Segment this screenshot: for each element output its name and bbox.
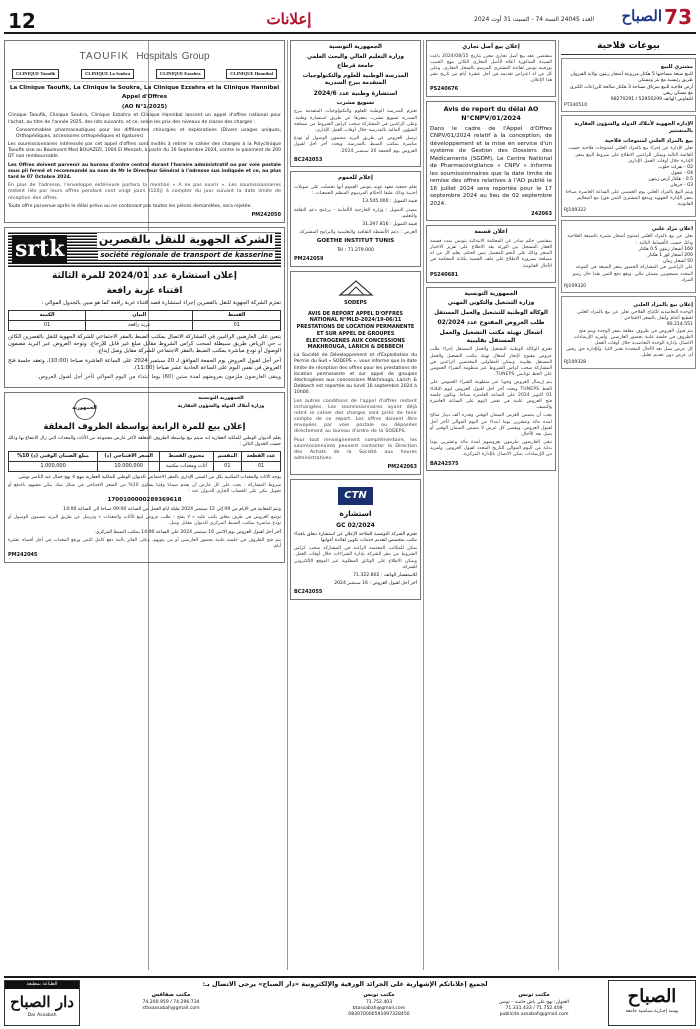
table-cell: 1.000,000 [9,462,98,472]
ad-body: يتعين على العارضين الراغبين في المشاركة الاتصال بمكتب الضبط بالمقر الاجتماعي للشركة الجهوية للنقل بالقصرين الكائن بـ حي الرياض طريق سبيطلة لسحب كراس الشروط مقابل مبلغ غير قابل للإرجاع. وتوجه العروض عبر البريد مضمون الوصول أو تودع مباشرة بمكتب الضبط بالمقر الاجتماعي للشركة مقابل وصل إيداع. [8,333,281,355]
table-cell: 01 [242,462,281,472]
ad-tender-object: اشغال تهيئة مكتب التشغيل والعمل المستقل بقليبية [439,329,543,345]
table-header: القسط [193,311,281,321]
auction-price: 90.214.551 [666,322,693,328]
srtk-arabic-name: الشركة الجهوية للنقل بالقصرين [98,232,273,246]
ad-tender-number: 2024/GC 02 [336,521,375,529]
table-cell: أثاث ومعدات مكتبية [160,462,213,472]
clinic-logos [8,67,281,82]
section-title: إعلانات [266,10,312,28]
ad-partition: اعلان قسمة بمقتضى حكم صادر عن المحكمة الابتدائية بتونس تمت قسمة العقار المسجل بين الورثة بعد الاطلاع على تقرير الاختبار المنجز وذلك على النحو المفصل بنص الحكم. يعلم كل من له مصلحة بضرورة الاطلاع على ملف القضية بكتابة المحكمة في الآجال القانونية. PS240681 [426,225,556,282]
footer-bureau-office [304,992,454,1019]
auction-item: 04 - عجول [671,171,693,177]
ad-ref: BC242053 [294,156,323,163]
srtk-logo [8,231,281,267]
ad-ref: PM242045 [8,552,38,559]
funding-amount: 31.297.816 [362,221,389,227]
footer-logo-word: الصباح [627,986,677,1007]
office-address: العنوان: نهج علي باش حامبة – تونس [499,999,569,1005]
auction-item: 200 أشجار لوز 1 هكتار [647,252,693,258]
ad-intro: يعلم الديوان الوطني للملكية العقارية انه سيتم بيع بواسطة الظروف المغلقة لأكثر عارض مجموعة من الأثاث والمعدات التي زال الانتفاع بها وذلك حسب الجدول التالي : [8,436,281,448]
ad-ref: PS240676 [430,86,459,93]
clinic-logo: CLINIQUE Hannibal [226,69,277,79]
ad-ref: PM242059 [294,256,324,263]
footer-banner: لجميع إعلاناتكم الإشهارية على الجرائد الورقية والإلكترونية «دار الصباح» يرجى الاتصال بـ: [202,980,488,988]
footer-logo-subtitle: يومية إخبارية سياسية جامعة [625,1009,679,1015]
srtk-table [8,310,281,331]
table-cell: 01 [193,321,281,331]
bank-account: 1700100000289369618 [107,497,182,504]
seal-text: الجمهورية [72,405,97,412]
ad-title: إعلان استشارة عدد 2024/01 للمرة الثالثة [52,270,237,281]
ad-ref: PM242063 [387,464,417,471]
ad-header: وزارة أملاك الدولة والشؤون العقارية [177,404,265,410]
classified-item: للتفاوض الهاتف 52950299 / 98270291 [610,96,693,102]
ad-body: La Société de Développement et d'Exploitation du Permis du Sud « SODEPS », vous informe que la date limite de réception des offres pour les prestations de location permanente et sur appel de groupes électrogènes aux concessions Makhrouga, Larich & Debbech est reportée au lundi 16 septembre 2024 à 10h00. [294,353,417,396]
ad-ctn: CTN استشارة 2024/GC 02 تعتزم الشركة التونسية للملاحة الإعلان عن استشارة تتعلق باقتناء مكتب متخصص لتقديم خدمات تكوين لفائدة أعوانها يمكن للمكاتب المختصة الراغبة في المشاركة سحب كراس الشروط من مقر الشركة بإدارة الشراءات خلال أوقات العمل. ويمكن الاطلاع على الوثائق المطلوبة عبر الموقع الإلكتروني للشركة. للاستفسار الهاتف : 71.322.802 آخر أجل لقبول العروض : 16 سبتمبر 2024 BC242055 [290,479,421,600]
ad-title: AVIS DE REPORT APPEL D'OFFRES NATIONAL N°MLD-2024/19-06/11 PRESTATIONS DE LOCATION PERMANENTE ET SUR APPEL DE GROUPES ELECTROGENES AUX CONCESSIONS MAKHROUGA, LARICH & DEBBECH [296,310,415,351]
clinic-logo: CLINIQUE Taoufik [12,69,59,79]
table-cell: 10.000,000 [98,462,160,472]
ad-sodeps: SODEPS AVIS DE REPORT APPEL D'OFFRES NATIONAL N°MLD-2024/19-06/11 PRESTATIONS DE LOCATION PERMANENTE ET SUR APPEL DE GROUPES ELECTROGENES AUX CONCESSIONS MAKHROUGA, LARICH & DEBBECH La Société de Développement et d'Exploitation du Permis du Sud « SODEPS », vous informe que la date limite de réception des offres pour les prestations de location permanente et sur appel de groupes électrogènes aux concessions Makhrouga, Larich & Debbech est reportée au lundi 16 septembre 2024 à 10h00. Les autres conditions de l'appel d'offres restent inchangées. Les soumissionnaires ayant déjà retiré le cahier des charges sont priés de tenir compte de ce report. Les offres doivent être envoyées par voie postale ou déposées directement au bureau d'ordre de la SODEPS. Pour tout renseignement complémentaire, les soumissionnaires peuvent contacter la Direction des Achats de la Société aux heures administratives. PM242063 [290,271,421,475]
ad-ref: RJ109322 [564,208,587,214]
ad-ref: 242063 [531,210,552,217]
funding-amount: 13.545.000 [362,199,389,205]
issue-line: العدد 24045 السنة 74 - السبت 31 أوت 2024 [474,16,594,23]
institute-phone: 71.279.000 [347,247,374,253]
ad-header: المدرسة الوطنية للعلوم والتكنولوجيات المتقدمة ببرج السدرية [302,72,409,87]
ad-taoufik: TAOUFIK Hospitals Group CLINIQUE Taoufik CLINIQUE La Soukra CLINIQUE Ezzahra CLINIQUE Hannibal La Clinique Taoufik, La Clinique la Soukra, La Clinique Ezzahra et la Clinique Hannibal Appel d'Offres (AO N°1/2025) Clinique Taoufik, Clinique Soukra, Clinique Ezzahra et Clinique Hannibal lancent un appel d'offres national pour l'achat, au titre de l'année 2025, des lots suivants, et ce, selon les prix des niveaux de classe des charges : Consommables pharmaceutiques pour les différentes chirurgies et explorations (Divers usages uniques, Orthopédiques, accessoires orthopédiques et ligatures) Les soumissionnaires intéressés par cet appel d'offres sont invités à retirer le cahier des charges à la Polyclinique Taoufik sise au Boulevard Med BOUAZIZI, 1004 El Menzah, à partir du 16 Septembre 2024, contre le paiement de 200 DT non remboursable. Les Offres doivent parvenir au bureau d'ordre central durant l'horaire administratif ou par voie postale sous pli fermé et recommandé au nom de Mr le Directeur Général à l'adresse sus indiquée et ce, au plus tard le 07 Octobre 2024. En plus de l'adresse, l'enveloppe extérieure portera la mention « A ne pas ouvrir ». Les soumissionnaires restent liés par leurs offres pendant cent vingt jours (120j) à compter du jour suivant la date limite de réception des offres. Toute offre parvenue après le délai prévu ou ne contenant pas toutes les pièces demandées, sera rejetée. PM242050 [4,40,285,223]
ad-commercial-sale: إعلان بيع أصل تجاري بمقتضى عقد بيع أصل تجاري محرر بتاريخ 2024/08/15 باعت السيدة المذكورة أعلاه الأصل التجاري الكائن بنهج الحبيب بورقيبة تونس لفائدة المشتري المرسم بالسجل التجاري. وعلى كل من له اعتراض تقديمه في أجل عشرة أيام من تاريخ نشر هذا الإعلان. PS240676 [426,40,556,97]
srtk-letters: srtk [12,235,67,265]
ad-cnpv [426,101,556,221]
auction-ad: اعلان مزاد علني يعلن عن بيع بالمزاد العلني لمنتوج أشجار مثمرة بالضيعة الفلاحية وذلك حسب الأقساط التالية : 160 أشجار زيتون 0.5 هكتار 200 أشجار لوز 1 هكتار 50 أشجار رمان على الراغبين في المشاركة الحضور بمقر الضيعة في الموعد المحدد مصحوبين بضمان مالي. ويقع دفع الثمن نقدا حال رسو المزاد. RJ109320 [561,220,696,293]
ad-onpf: الجمهورية التونسية وزارة أملاك الدولة والشؤون العقارية الجمهورية إعلان بيع للمرة الرابعة بواسطة الظروف المغلقة يعلم الديوان الوطني للملكية العقارية انه سيتم بيع بواسطة الظروف المغلقة لأكثر عارض مجموعة من الأثاث والمعدات التي زال الانتفاع بها وذلك حسب الجدول التالي : عدد القطعة المقسم محتوى القسط السعر الافتتاحي (د) مبلغ الضمان الوقتي (د) 10% 01 01 أثاث ومعدات مكتبية 10.000,000 1.000,000 يوجه الأثاث والمعدات المكتبية بكل من المبنى الإداري بالمقر الاجتماعي للديوان الوطني للملكية العقارية بنهج 4 نهج جمال عبد الناصر تونس. شروط المشاركة : يجب على كل عارض أن يقدم ضمانا وقتيا يساوي 10% من السعر الافتتاحي في شكل صك بنكي مشهود بالدفع أو تحويل بنكي على الحساب الجاري للديوان عدد : 1700100000289369618 وتتم المعاينة في الايام من 09 إلى 12 سبتمبر 2024 طيلة ايام العمل من الساعة 09:00 صباحا الى الساعة 14:00. توضع العروض في ظرف مغلق يكتب عليه « لا يفتح - طلب عروض لبيع الأثاث والمعدات » وترسل عن طريق البريد مضمون الوصول أو تودع مباشرة بمكتب الضبط المركزي للديوان مقابل وصل. آخر أجل لقبول العروض يوم الاثنين 16 سبتمبر 2024 على الساعة 14:00 بمكتب الضبط المركزي. يتم فتح الظروف في جلسة علنية بحضور العارضين أو من ينوبهم. وعلى الفائز بالبتة دفع كامل الثمن ورفع المعدات في أجل أقصاه عشرة أيام. PM242045 [4,392,285,563]
auction-item: 02 - بقرات حلوب [658,164,693,170]
ad-ref: PT240510 [564,103,588,109]
ad-ref: PM242050 [251,211,281,218]
table-cell: عربة رافعة [86,321,193,331]
ad-tender-number: استشارة وطنية عدد 2024/6 [313,89,398,97]
masthead-number: 73 [664,5,692,29]
ad-ref: BA242575 [430,460,459,467]
office-phone[interactable]: 74.296.734 [173,999,200,1005]
page-footer [4,976,696,1026]
ad-header: الجمهورية التونسية [198,395,244,401]
ad-header: وزارة التعليم العالي والبحث العلمي [307,53,404,60]
office-email[interactable]: btassabah@gmail.com [352,1005,406,1011]
ad-deadline: Les Offres doivent parvenir au bureau d'ordre central durant l'horaire administratif ou par voie postale sous pli fermé et recommandé au nom de Mr le Directeur Général à l'adresse sus indiquée et ce, au plus tard le 07 Octobre 2024. [8,162,281,181]
auction-title: اعلان مزاد علني [651,226,693,233]
ad-srtk: srtk الشركة الجهوية للنقل بالقصرين société régionale de transport de kasserine إعلان استشارة عدد 2024/01 للمرة الثالثة اقتناء عربة رافعة تعتزم الشركة الجهوية للنقل بالقصرين إجراء استشارة قصد اقتناء عربة رافعة كما هو مبين بالجدول الموالي : القسط البيان الكمية 01 عربة رافعة 01 يتعين على العارضين الراغبين في المشاركة الاتصال بمكتب الضبط بالمقر الاجتماعي للشركة الجهوية للنقل بالقصرين الكائن بـ حي الرياض طريق سبيطلة لسحب كراس الشروط مقابل مبلغ غير قابل للإرجاع. وتوجه العروض عبر البريد مضمون الوصول أو تودع مباشرة بمكتب الضبط بالمقر الاجتماعي للشركة مقابل وصل إيداع. آخر أجل لقبول العروض يوم الجمعة الموافق لـ 20 سبتمبر 2024 على الساعة العاشرة صباحا (10:00)، وتعقد جلسة فتح العروض في نفس اليوم على الساعة الحادية عشر صباحا (11:00). ويبقى العارضون ملزمون بعروضهم لمدة ستين (60) يوما ابتداء من اليوم الموالي لآخر أجل لقبول العروض. [4,227,285,388]
clinic-logo: CLINIQUE La Soukra [81,69,134,79]
footer-logo-subtitle: Dar Assabah [27,1012,57,1018]
ad-body: يوجه الأثاث والمعدات المكتبية بكل من المبنى الإداري بالمقر الاجتماعي للديوان الوطني للملكية العقارية بنهج 4 نهج جمال عبد الناصر تونس. [17,474,281,480]
ad-body: تعتزم الشركة التونسية للملاحة الإعلان عن استشارة تتعلق باقتناء مكتب متخصص لتقديم خدمات تكوين لفائدة أعوانها [294,531,417,544]
auction-title: الإدارة الجهوية لأملاك الدولة والشؤون العقارية بالمنستير [574,121,693,135]
auction-item: 50 أشجار رمان [663,259,693,265]
ad-tender-object: تسويغ مشرب [336,99,375,106]
table-header: المقسم [213,452,241,462]
table-header: مبلغ الضمان الوقتي (د) 10% [9,452,98,462]
ad-title: La Clinique Taoufik, La Clinique la Soukra, La Clinique Ezzahra et la Clinique Hannibal [9,84,280,91]
office-phone[interactable]: 71.752.403 [365,999,393,1005]
classifieds-heading: بيوعات فلاحية [561,40,696,55]
ad-header: وزارة التشغيل والتكوين المهني [447,300,535,307]
classified-item: للبيع ضيعة مساحتها 5 هكتار مزروعة أشجار زيتون بولاية القيروان طريق رئيسية مع بئر ومسكن [570,72,693,84]
auction-item: 160 أشجار زيتون 0.5 هكتار [638,246,693,252]
table-header: عدد القطعة [242,452,281,462]
classified-ad [561,58,696,112]
middle-right-column [426,40,556,475]
page-number: 12 [8,9,36,33]
ad-ref: RJ109328 [564,359,587,365]
ad-ref: PS240681 [430,271,459,278]
office-phone[interactable]: 74.200.959 [142,999,169,1005]
ad-body: Toute offre parvenue après le délai prévu ou ne contenant pas toutes les pièces demandées, sera rejetée. [8,203,252,209]
ad-tender-number: طلب العروض المفتوح عدد 02/2024 [437,319,545,327]
ctn-logo [294,487,417,505]
table-header: السعر الافتتاحي (د) [98,452,160,462]
office-email[interactable]: publicite.assabah@gmail.com [499,1012,569,1018]
auction-ad: الإدارة الجهوية لأملاك الدولة والشؤون العقارية بالمنستير بيع بالمزاد العلني لمنتوجات فلاحية تعلن الإدارة عن إجراء بيع بالمزاد العلني لمنتوجات فلاحية حسب القائمة التالية ويمكن للراغبين الاطلاع على شروط البيع بمقر الإدارة خلال أوقات العمل الإداري. 02 - بقرات حلوب 04 - عجول 0.5 - هكتار أرض زيتون 03 - خرفان ويتم البيع بالمزاد العلني يوم الخميس على الساعة العاشرة صباحا بمقر الإدارة الجهوية ويدفع المشتري الثمن فورا مع المعاليم القانونية. RJ109322 [561,115,696,217]
ad-header: جامعة قرطاج [337,63,374,70]
left-column [4,40,285,567]
bank-account: 083070000591097328450 [348,1012,410,1018]
ad-subtitle: اقتناء عربة رافعة [106,285,183,296]
ad-title: إعلان بيع أصل تجاري [462,44,520,50]
table-row [9,462,281,472]
footer-sfax-office: مكتب صفاقس 74.296.734 / 74.200.959 sfaxassabah@gmail.com [142,992,200,1011]
taoufik-name: TAOUFIK [79,51,130,62]
footer-tunis-office: مكتب تونس العنوان: نهج علي باش حامبة – تونس 71.752.409 / 71.331.433 publicite.assabah@gmail.com [499,992,569,1018]
ad-tender-number: (AO N°1/2025) [121,103,168,110]
auction-title: إعلان بيع بالمزاد العلني [633,302,693,309]
ad-title: اعلان قسمة [474,229,508,236]
ministry-seal [74,398,96,420]
ad-ref: RJ109320 [564,283,587,289]
onpf-table [8,451,281,472]
ad-title: Avis de report du délai AO N°CNPV/01/2024 [443,105,539,122]
auction-ad: إعلان بيع بالمزاد العلني الوحدة التعاضدية للإنتاج الفلاحي تعلن عن بيع بالمزاد العلني لقطيع أغنام وأبقار بالسعر الافتتاحي : 90.214.551 يتم قبول العروض في ظروف مغلقة بمقر الوحدة ويتم فتح الظروف في جلسة علنية بحضور العارضين. ولمزيد الإرشادات الاتصال بإدارة الوحدة التعاضدية خلال أوقات العمل. كل عرض يصل بعد الآجال المحددة يعتبر لاغيا. وللإدارة حق رفض أي عرض دون تقديم تعليل. RJ109328 [561,296,696,369]
page-header [4,6,696,34]
ad-body: Dans le cadre de l'Appel d'Offres CNPV/01/2024 relatif à la conception, de développement et la mise en service d'un système de Gestion des Dossiers des Médicaments (SGDM), Le Centre National de Pharmacovigilance « CNPV » informe les soumissionnaires que la date limite de remise des offres relatives à l'AO publié le 16 juillet 2024 sera reportée pour le 17 septembre 2024 au lieu de 02 septembre 2024. [430,125,552,207]
clinic-logo: CLINIQUE Ezzahra [156,69,205,79]
group-word: Group [181,51,210,62]
auction-subtitle: بيع بالمزاد العلني لمنتوجات فلاحية [604,138,693,145]
office-title: مكتب صفاقس [151,992,191,998]
table-cell: 01 [9,321,86,331]
ad-intro: تعتزم الشركة الجهوية للنقل بالقصرين إجراء استشارة قصد اقتناء عربة رافعة كما هو مبين بالجدول الموالي : [41,299,281,306]
srtk-french-name: société régionale de transport de kasserine [100,250,273,259]
table-header: الكمية [9,311,86,321]
taoufik-logo [8,44,281,67]
footer-logo-left [4,980,80,1026]
office-email[interactable]: sfaxassabah@gmail.com [142,1005,200,1011]
ad-header: الوكالة الوطنية للتشغيل والعمل المستقل [434,309,548,316]
ad-body: Les soumissionnaires intéressés par cet appel d'offres sont invités à retirer le cahier des charges à la Polyclinique Taoufik sise au Boulevard Med BOUAZIZI, 1004 El Menzah, à partir du 16 Septembre 2024, contre le paiement de 200 DT non remboursable. [8,142,281,160]
ad-title: استشارة [339,508,372,518]
ad-lot: Consommables pharmaceutiques pour les différentes chirurgies et explorations (Divers usages uniques, Orthopédiques, accessoires orthopédiques et ligatures) [16,127,281,139]
office-title: مكتب تونس [518,992,550,998]
table-header: محتوى القسط [160,452,213,462]
footer-logo-right [608,980,696,1026]
hospitals-word: Hospitals [136,51,178,62]
office-title: مكتب تونس [363,992,395,998]
masthead-word: الصباح [621,7,662,25]
institute-name: GOETHE INSTITUT TUNIS [316,238,395,245]
table-cell: 01 [213,462,241,472]
ctn-logo-text: CTN [338,487,373,505]
ctn-phone: 71.322.802 [353,573,380,578]
classifieds-column [561,40,696,372]
table-header: البيان [86,311,193,321]
ad-title: إعلان بيع للمرة الرابعة بواسطة الظروف المغلقة [43,421,246,432]
ad-header: الجمهورية التونسية [464,290,518,297]
ctn-deadline: 16 سبتمبر 2024 [334,581,368,587]
ad-title: إعلام للعموم [338,175,373,182]
classified-intro: مشتري للبيع [660,64,693,71]
auction-item: 03 - خرفان [670,183,693,189]
ad-public-notice: إعلام للعموم تعلم جمعية معهد غوته بتونس العموم أنها تحصلت على تمويلات أجنبية وذلك طبقا لأحكام المرسوم المنظم للجمعيات : قيمة التمويل : 13.545.000 مصدر التمويل : وزارة الخارجية الألمانية - برنامج دعم الثقافة والتعليم. قيمة التمويل : 31.297.816 الغرض : دعم الأنشطة الثقافية والتعليمية والبرامج المشتركة. GOETHE INSTITUT TUNIS Tél : 71.279.000 PM242059 [290,171,421,266]
footer-logo-word: دار الصباح [10,993,74,1012]
ad-anetı: الجمهورية التونسية وزارة التشغيل والتكوين المهني الوكالة الوطنية للتشغيل والعمل المستقل طلب العروض المفتوح عدد 02/2024 اشغال تهيئة مكتب التشغيل والعمل المستقل بقليبية تعتزم الوكالة الوطنية للتشغيل والعمل المستقل إجراء طلب عروض مفتوح لإنجاز أشغال تهيئة مكتب التشغيل والعمل المستقل بقليبية. ويمكن للمقاولين المختصين الراغبين في المشاركة سحب كراس الشروط عبر منظومة الشراء العمومي على الخط تونابس TUNEPS. يتم إرسال العروض وجوبا عبر منظومة الشراء العمومي على الخط TUNEPS ويحدد آخر أجل لقبول العروض ليوم الثلاثاء 01 أكتوبر 2024 على الساعة العاشرة صباحا. وتكون جلسة فتح العروض علنية في نفس اليوم على الساعة العاشرة والنصف. يجب أن يتضمن العرض الضمان الوقتي وقدره ألف دينار صالح لمدة مائة وعشرين يوما ابتداء من اليوم الموالي لآخر أجل لقبول العروض. ويقصى كل عرض لا يتضمن الضمان الوقتي أو يصل بعد الآجال. تبقى العارضون ملزمون بعروضهم لمدة مائة وعشرين يوما بداية من اليوم الموالي للتاريخ المحدد لقبول العروض. ولمزيد من الإرشادات يمكن الاتصال بالإدارة المركزية. BA242575 [426,287,556,472]
sodeps-logo-icon [338,279,374,297]
ad-body: آخر أجل لقبول العروض يوم الجمعة الموافق لـ 20 سبتمبر 2024 على الساعة العاشرة صباحا (10:00)، وتعقد جلسة فتح العروض في نفس اليوم على الساعة الحادية عشر صباحا (11:00). [8,357,281,371]
office-fax: 71.331.433 [505,1005,532,1011]
ad-body: آخر أجل لقبول العروض يوم الاثنين 16 سبتمبر 2024 على الساعة 14:00 بمكتب الضبط المركزي. [94,529,281,535]
ad-header: الجمهورية التونسية [329,44,382,50]
auction-item: 0.5 - هكتار أرض زيتون [648,177,693,183]
ad-body: Clinique Taoufik, Clinique Soukra, Clinique Ezzahra et Clinique Hannibal lancent un appel d'offres national pour l'achat, au titre de l'année 2025, des lots suivants, et ce, selon les prix des niveaux de classe des charges : [8,113,281,125]
masthead-logo[interactable] [592,6,692,30]
table-row [9,321,281,331]
sodeps-logo-text: SODEPS [344,299,367,306]
ad-enstab: الجمهورية التونسية وزارة التعليم العالي والبحث العلمي جامعة قرطاج المدرسة الوطنية للعلوم والتكنولوجيات المتقدمة ببرج السدرية استشارة وطنية عدد 2024/6 تسويغ مشرب تعتزم المدرسة الوطنية للعلوم والتكنولوجيات المتقدمة ببرج السدرية تسويغ مشرب بمقرها عن طريق استشارة وطنية. وعلى الراغبين في المشاركة سحب كراس الشروط من مصلحة الشؤون المالية بالمدرسة خلال أوقات العمل الإداري. ترسل العروض عن طريق البريد مضمون الوصول أو تودع مباشرة بمكتب الضبط بالمدرسة. ويحدد آخر أجل لقبول العروض يوم الجمعة 20 سبتمبر 2024. BC242053 [290,40,421,167]
ad-body: وتتم المعاينة في الايام من 09 إلى 12 سبتمبر 2024 طيلة ايام العمل من الساعة 09:00 صباحا الى الساعة 14:00. [61,507,281,513]
office-phone[interactable]: 71.752.409 [536,1005,563,1011]
middle-left-column [290,40,421,604]
ad-subtitle: Appel d'Offres [122,94,167,101]
ad-ref: BC242055 [294,589,323,596]
sodeps-logo [294,279,417,307]
footer-print-label: الطباعة بمطبعة [5,981,79,989]
classified-item: أرض فلاحية للبيع بمرناق مساحة 3 هكتار صالحة للزراعات الكبرى مع مسكن ريفي [569,84,693,96]
